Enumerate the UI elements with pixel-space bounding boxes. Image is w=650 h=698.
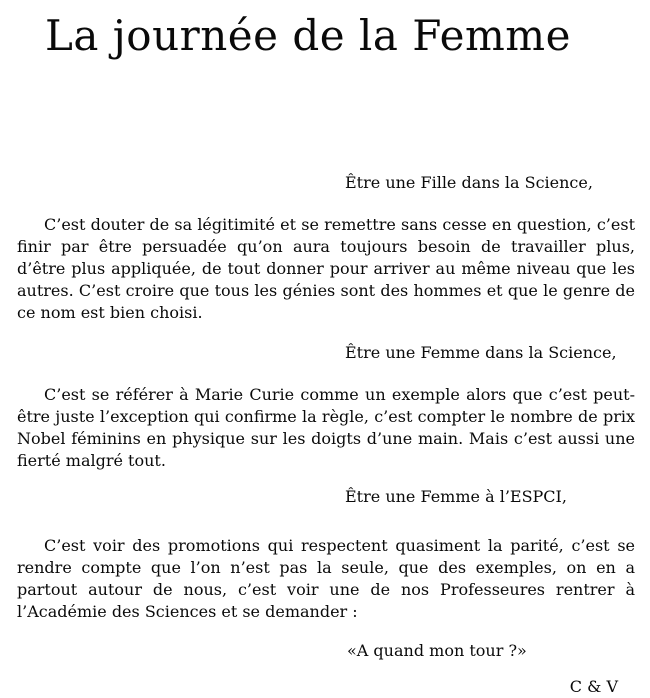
quote-line: «A quand mon tour ?» xyxy=(347,641,527,660)
section-heading-fille-science: Être une Fille dans la Science, xyxy=(345,173,593,192)
section-paragraph-femme-espci: C’est voir des promotions qui respectent quasiment la parité, c’est se rendre compte que l’on n’est pas la seule, que des exemples, on en a partout autour de nous, c’est voir une de nos Professeures rentrer à l’Académie des Sciences et se demander : xyxy=(17,536,635,621)
page-title: La journée de la Femme xyxy=(45,11,571,60)
signature: C & V xyxy=(569,677,618,696)
section-heading-femme-science: Être une Femme dans la Science, xyxy=(345,343,617,362)
section-heading-femme-espci: Être une Femme à l’ESPCI, xyxy=(345,487,567,506)
section-paragraph-fille-science: C’est douter de sa légitimité et se remettre sans cesse en question, c’est finir par être persuadée qu’on aura toujours besoin de travailler plus, d’être plus appliquée, de tout donner pour arriver au même niveau que les autres. C’est croire que tous les génies sont des hommes et que le genre de ce nom est bien choisi. xyxy=(17,215,635,322)
document-page xyxy=(0,12,650,697)
section-paragraph-femme-science: C’est se référer à Marie Curie comme un exemple alors que c’est peut-être juste l’exception qui confirme la règle, c’est compter le nombre de prix Nobel féminins en physique sur les doigts d’une main. Mais c’est aussi une fierté malgré tout. xyxy=(17,385,635,470)
